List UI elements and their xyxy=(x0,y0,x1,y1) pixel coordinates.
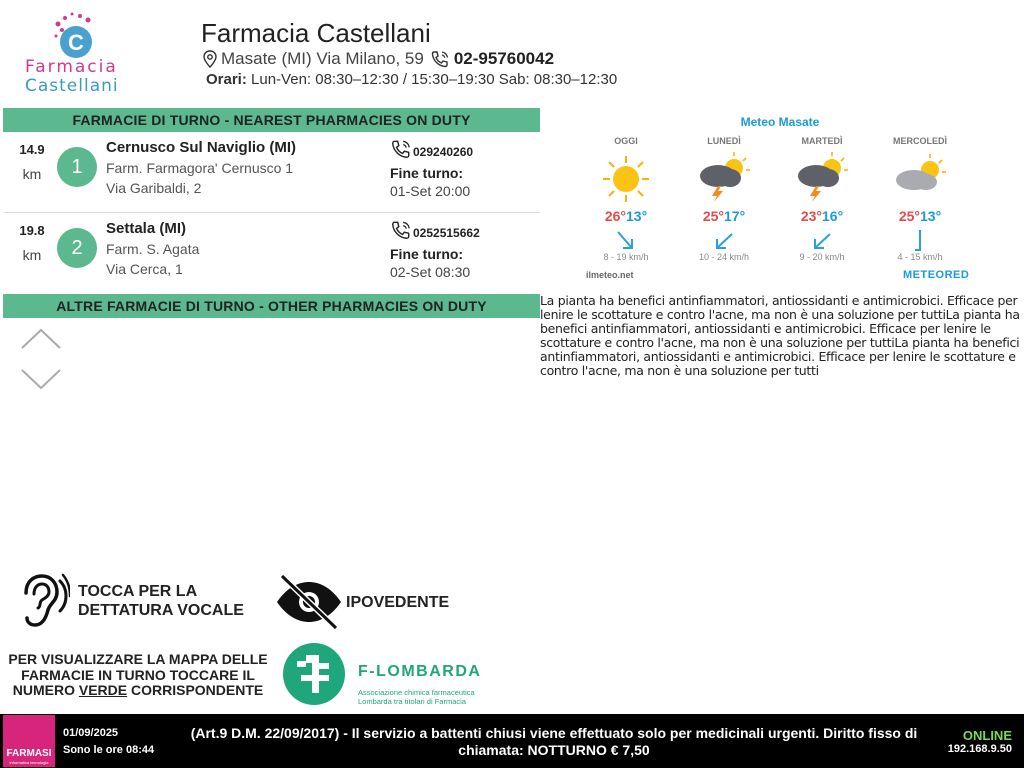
health-tip-text: La pianta ha benefici antinfiammatori, antiossidanti e antimicrobici. Efficace per lenire le scottature e contro l'acne, ma non è una soluzione per tuttiLa pianta ha benefici antinfiammatori, antiossidanti e antimicrobici. Efficace per lenire le scottature e contro l'acne, ma non è una soluzione per tuttiLa pianta ha benefici antinfiammatori, antiossidanti e antimicrobici. Efficace per lenire le scottature e contro l'acne, ma non è una soluzione per tutti xyxy=(540,293,1020,378)
pharmacy-name: Farm. Farmagora' Cernusco 1 xyxy=(106,160,294,176)
duty-section-header: FARMACIE DI TURNO - NEAREST PHARMACIES ON DUTY xyxy=(3,108,540,132)
weather-temps xyxy=(586,208,666,224)
wind-speed: 8 - 19 km/h xyxy=(603,252,649,262)
weather-title: Meteo Masate xyxy=(740,115,820,129)
f-lombarda-subtitle-2: Lombarda tra titolari di Farmacia xyxy=(358,697,466,706)
distance xyxy=(17,142,47,182)
logo-c-icon xyxy=(18,10,148,60)
wind-arrow-icon xyxy=(782,224,862,252)
pharmacy-phone[interactable] xyxy=(390,135,540,159)
farmasi-logo-subtext: informatica tecnologia xyxy=(9,760,49,765)
phone-icon xyxy=(390,139,412,159)
voice-dictation-button[interactable] xyxy=(12,573,244,629)
low-vision-button[interactable] xyxy=(274,572,449,632)
pharmacy-contact xyxy=(390,135,540,199)
pharmacy-city: Cernusco Sul Naviglio (MI) xyxy=(106,139,297,156)
weather-day-name: MERCOLEDÌ xyxy=(893,136,947,146)
f-lombarda-title: F-LOMBARDA xyxy=(358,663,482,680)
weather-day-monday xyxy=(684,136,764,262)
footer-time: Sono le ore 08:44 xyxy=(63,744,155,756)
footer-date: 01/09/2025 xyxy=(63,727,119,739)
pharmacy-contact xyxy=(390,216,540,280)
temp-min: 13° xyxy=(626,208,648,224)
pharmacy-row-1[interactable] xyxy=(3,133,540,213)
distance-unit: km xyxy=(22,247,42,263)
scroll-up-arrow-icon[interactable] xyxy=(20,328,62,350)
other-section-header: ALTRE FARMACIE DI TURNO - OTHER PHARMACIES ON DUTY xyxy=(3,294,540,318)
hours-label: Orari: xyxy=(206,71,247,88)
logo-text-farmacia: Farmacia xyxy=(25,57,118,77)
temp-max: 23° xyxy=(800,208,822,224)
hours-value: Lun-Ven: 08:30–12:30 / 15:30–19:30 Sab: 08:30–12:30 xyxy=(251,71,618,88)
wind-arrow-icon xyxy=(880,224,960,252)
svg-text:C: C xyxy=(68,30,84,55)
voice-dictation-line-2: DETTATURA VOCALE xyxy=(78,602,244,619)
page-title: Farmacia Castellani xyxy=(201,18,431,48)
f-lombarda-subtitle xyxy=(358,688,475,706)
distance xyxy=(17,223,47,263)
cloud-sun-icon xyxy=(880,150,960,204)
ear-icon xyxy=(12,573,70,629)
wind-speed: 10 - 24 km/h xyxy=(698,252,750,262)
temp-min: 16° xyxy=(822,208,844,224)
temp-min: 13° xyxy=(920,208,942,224)
pharmacy-info xyxy=(106,219,386,279)
end-shift-label: Fine turno: xyxy=(390,165,464,181)
pharmacy-street: Via Cerca, 1 xyxy=(106,261,183,277)
pharmacy-name: Farm. S. Agata xyxy=(106,241,200,257)
weather-day-name: LUNEDÌ xyxy=(707,136,741,146)
weather-source[interactable]: ilmeteo.net xyxy=(586,270,634,280)
temp-min: 17° xyxy=(724,208,746,224)
pharmacy-info xyxy=(106,138,386,198)
weather-day-tuesday xyxy=(782,136,862,262)
phone-icon xyxy=(390,220,412,240)
night-service-notice: (Art.9 D.M. 22/09/2017) - Il servizio a battenti chiusi viene effettuato solo per medicinali urgenti. Diritto fisso di chiamata: NOTTURNO € 7,50 xyxy=(190,725,918,758)
end-shift-time: 01-Set 20:00 xyxy=(390,183,471,199)
weather-brand[interactable]: METEORED xyxy=(903,269,970,281)
wind-speed: 4 - 15 km/h xyxy=(897,252,943,262)
storm-icon xyxy=(782,150,862,204)
temp-max: 25° xyxy=(702,208,724,224)
pharmacy-street: Via Garibaldi, 2 xyxy=(106,180,202,196)
pharmacy-phone-number: 0252515662 xyxy=(413,226,480,240)
weather-day-today xyxy=(586,136,666,262)
phone-icon xyxy=(430,50,450,68)
temp-max: 26° xyxy=(604,208,626,224)
pharmacy-phone-number: 029240260 xyxy=(413,145,474,159)
low-vision-label: IPOVEDENTE xyxy=(346,593,450,611)
f-lombarda-logo xyxy=(281,641,491,711)
distance-value: 14.9 xyxy=(19,142,45,157)
pharmacy-row-2[interactable] xyxy=(3,214,540,294)
weather-temps xyxy=(880,208,960,224)
wind-arrow-icon xyxy=(684,224,764,252)
end-shift-time: 02-Set 08:30 xyxy=(390,264,471,280)
wind-arrow-icon xyxy=(586,224,666,252)
wind-speed: 9 - 20 km/h xyxy=(799,252,845,262)
weather-day-wednesday xyxy=(880,136,960,262)
pharmacy-phone[interactable] xyxy=(390,216,540,240)
distance-unit: km xyxy=(22,166,42,182)
map-text-part-1: PER VISUALIZZARE LA MAPPA DELLE FARMACIE IN TURNO TOCCARE IL NUMERO xyxy=(8,651,268,698)
farmasi-logo xyxy=(3,715,55,767)
storm-icon xyxy=(684,150,764,204)
farmasi-logo-text: FARMASI xyxy=(6,748,52,759)
logo-text-castellani: Castellani xyxy=(25,76,119,96)
footer-bar xyxy=(0,714,1024,768)
pharmacy-number-button[interactable]: 2 xyxy=(57,228,97,268)
pharmacy-logo xyxy=(18,10,148,98)
voice-dictation-label xyxy=(78,582,244,620)
map-text-verde: VERDE xyxy=(78,682,128,698)
distance-value: 19.8 xyxy=(19,223,45,238)
pharmacy-number-button[interactable]: 1 xyxy=(57,147,97,187)
map-text-part-2: CORRISPONDENTE xyxy=(127,682,264,698)
pharmacy-city: Settala (MI) xyxy=(106,220,187,237)
weather-temps xyxy=(684,208,764,224)
address-text: Masate (MI) Via Milano, 59 xyxy=(221,49,424,68)
eye-off-icon xyxy=(274,572,344,632)
end-shift-label: Fine turno: xyxy=(390,246,464,262)
temp-max: 25° xyxy=(898,208,920,224)
phone-number[interactable]: 02-95760042 xyxy=(453,49,555,68)
online-status: ONLINE xyxy=(962,728,1012,743)
location-pin-icon xyxy=(202,50,218,68)
f-lombarda-subtitle-1: Associazione chimica farmaceutica xyxy=(358,688,475,697)
scroll-down-arrow-icon[interactable] xyxy=(20,368,62,390)
weather-widget[interactable] xyxy=(580,110,1000,290)
voice-dictation-line-1: TOCCA PER LA xyxy=(78,583,198,600)
sun-icon xyxy=(586,150,666,204)
address-row xyxy=(202,48,554,70)
map-instruction-text xyxy=(4,652,272,699)
ip-address: 192.168.9.50 xyxy=(947,743,1012,755)
weather-temps xyxy=(782,208,862,224)
opening-hours xyxy=(206,71,617,88)
weather-day-name: OGGI xyxy=(614,136,638,146)
weather-day-name: MARTEDÌ xyxy=(801,136,843,146)
f-lombarda-cross-icon xyxy=(281,641,351,711)
